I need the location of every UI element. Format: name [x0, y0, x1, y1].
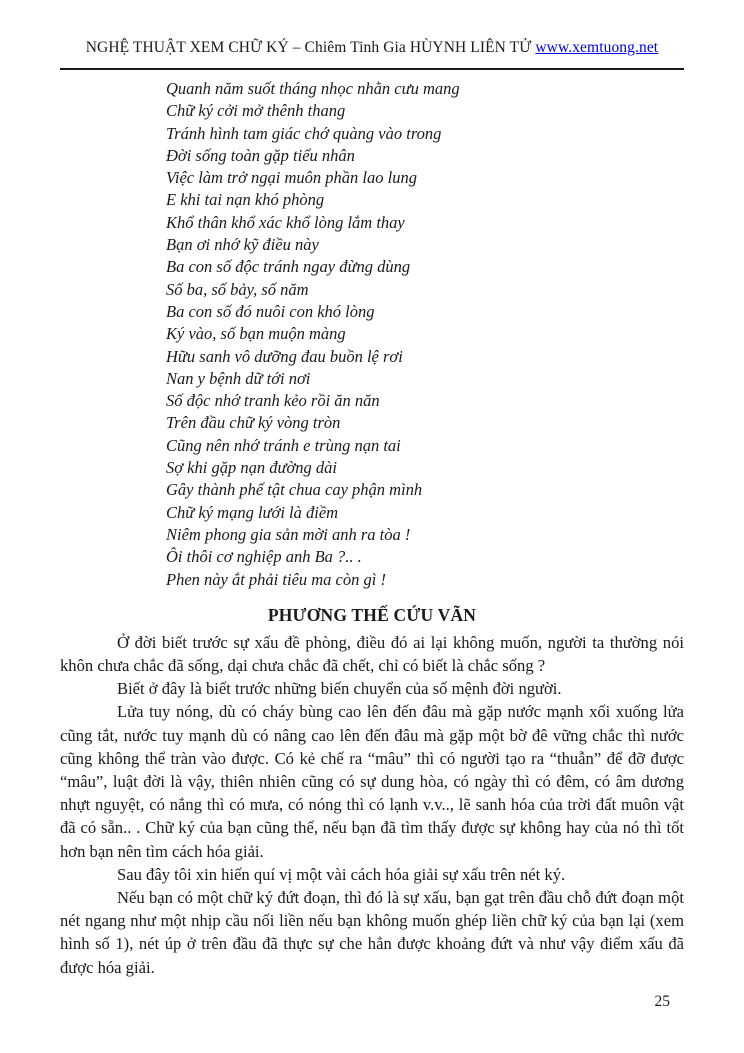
poem-line: Quanh năm suốt tháng nhọc nhằn cưu mang — [166, 79, 460, 98]
poem-line: Phen này ắt phải tiêu ma còn gì ! — [166, 569, 386, 589]
poem-line: Việc làm trở ngại muôn phần lao lung — [166, 168, 417, 188]
paragraph: Sau đây tôi xin hiến quí vị một vài cách hóa giải sự xấu trên nét ký. — [117, 864, 566, 884]
paragraph: Ở đời biết trước sự xấu đề phòng, điều đó ai lại không muốn, người ta thường nói khôn chưa chắc đã sống, dại chưa chắc đã chết, chỉ có biết là chắc sống ? — [60, 632, 684, 676]
paragraph: Nếu bạn có một chữ ký đứt đoạn, thì đó là sự xấu, bạn gạt trên đầu chỗ đứt đoạn một nét ngang như một nhịp cầu nối liền nếu bạn không muốn ghép liền chữ ký của bạn lại (xem hình số 1), nét úp ở trên đầu đã thực sự che hẳn được khoảng đứt và như vậy điểm xấu đã được hóa giải. — [60, 888, 684, 977]
poem-line: Sợ khi gặp nạn đường dài — [166, 458, 337, 478]
paragraph: Biết ở đây là biết trước những biến chuyển của số mệnh đời người. — [117, 679, 562, 699]
poem-line: Niêm phong gia sản mời anh ra tòa ! — [166, 524, 411, 544]
poem-line: Trên đầu chữ ký vòng tròn — [166, 413, 341, 433]
poem-line: Số ba, số bảy, số năm — [166, 279, 309, 299]
poem-line: Chữ ký mạng lưới là điềm — [166, 502, 339, 522]
poem-line: Đời sống toàn gặp tiểu nhân — [166, 145, 355, 165]
poem-line: Số độc nhớ tranh kẻo rồi ăn năn — [166, 391, 380, 411]
poem-line: Ký vào, số bạn muộn màng — [166, 324, 346, 344]
poem-line: Khổ thân khổ xác khổ lòng lắm thay — [166, 212, 405, 232]
poem-line: Hữu sanh vô dưỡng đau buồn lệ rơi — [166, 346, 403, 366]
poem-line: Tránh hình tam giác chớ quàng vào trong — [166, 123, 442, 143]
poem-line: E khi tai nạn khó phòng — [166, 190, 325, 210]
poem-line: Cũng nên nhớ tránh e trùng nạn tai — [166, 435, 401, 455]
page-number: 25 — [654, 993, 670, 1010]
paragraph: Lửa tuy nóng, dù có cháy bùng cao lên đến đâu mà gặp nước mạnh xối xuống lửa cũng tắt, nước tuy mạnh dù có nâng cao lên đến đâu mà gặp một bờ đê vững chắc thì nước cũng không thể tràn vào được. Có kẻ chế ra “mâu” thì có người tạo ra “thuẫn” để đỡ được “mâu”, luật đời là vậy, thiên nhiên cũng có sự dung hòa, có ngày thì có đêm, có âm dương nhựt nguyệt, có nắng thì có mưa, có nóng thì có lạnh v.v.., lẽ sanh hóa của trời đất muôn vật đã có sẵn.. . Chữ ký của bạn cũng thế, nếu bạn đã tìm thấy được sự không hay của nó thì tốt hơn bạn nên tìm cách hóa giải. — [60, 702, 684, 861]
body-text — [60, 631, 684, 979]
poem-line: Chữ ký cởi mở thênh thang — [166, 101, 346, 121]
poem-line: Nan y bệnh dữ tới nơi — [166, 368, 311, 388]
poem-line: Gây thành phế tật chua cay phận mình — [166, 480, 423, 500]
poem-line: Ba con số độc tránh ngay đừng dùng — [166, 257, 411, 277]
poem-line: Ba con số đó nuôi con khó lòng — [166, 301, 375, 321]
poem-line: Ôi thôi cơ nghiệp anh Ba ?.. . — [166, 547, 362, 567]
header-link[interactable]: www.xemtuong.net — [535, 39, 659, 56]
section-heading: PHƯƠNG THẾ CỨU VÃN — [267, 604, 477, 625]
poem-line: Bạn ơi nhớ kỹ điều này — [166, 235, 319, 255]
header-divider — [60, 68, 684, 70]
page-header — [60, 38, 684, 57]
poem — [60, 78, 684, 591]
header-title: NGHỆ THUẬT XEM CHỮ KÝ – Chiêm Tinh Gia HÙYNH LIÊN TỬ — [85, 39, 532, 56]
